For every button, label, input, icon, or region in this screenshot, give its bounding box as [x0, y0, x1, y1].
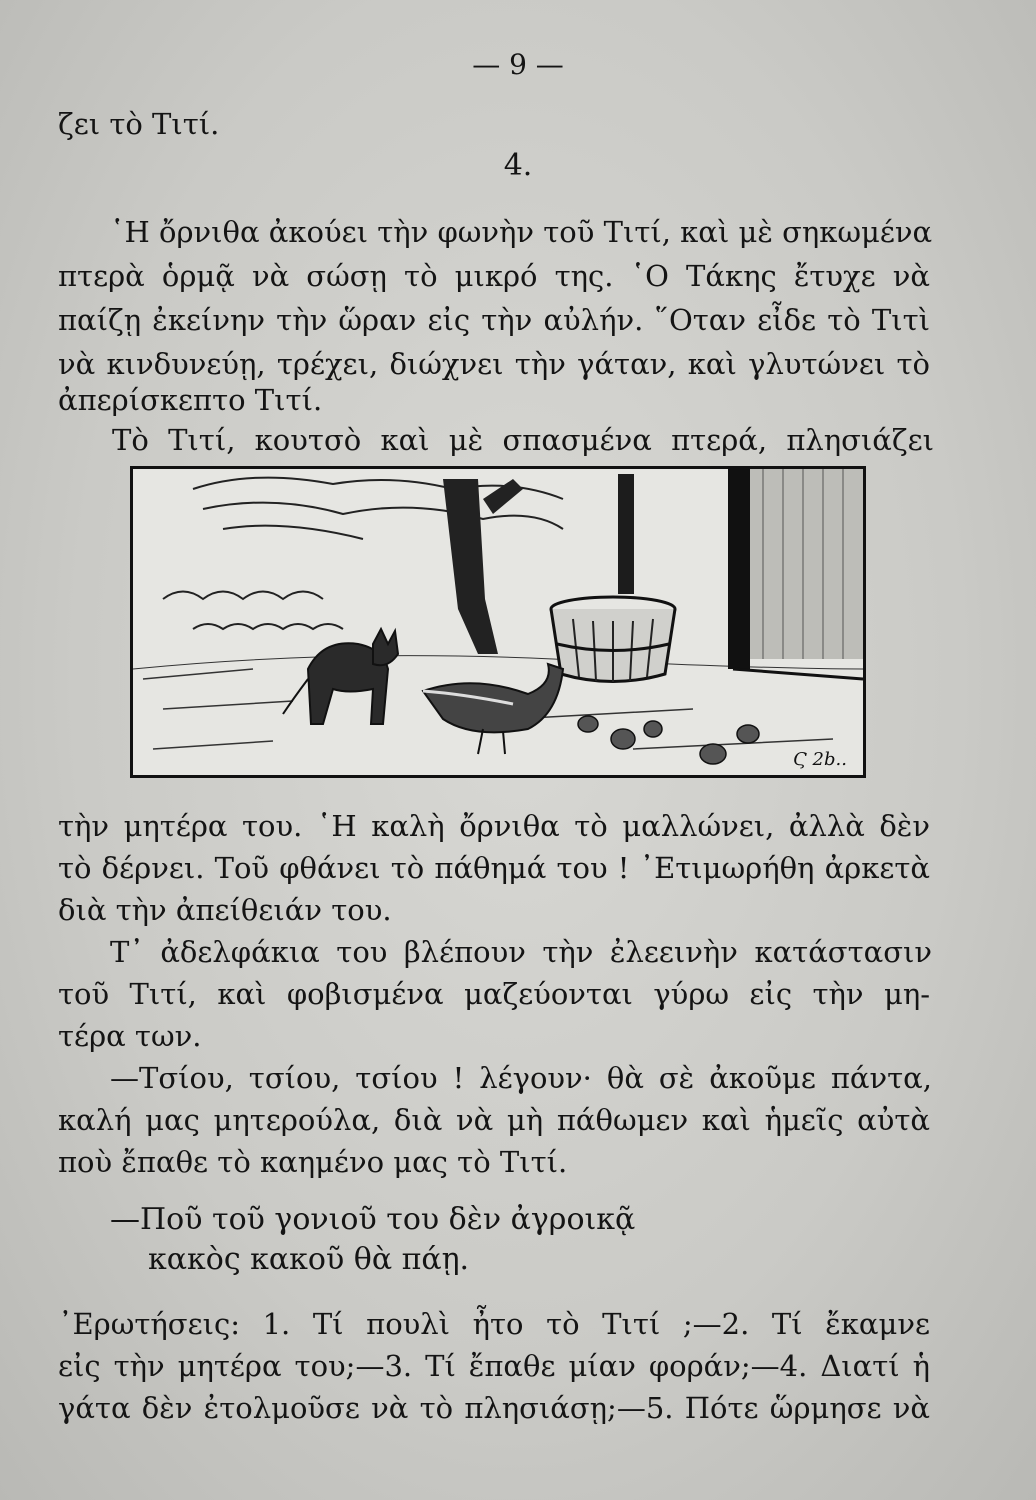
proverb-line: κακὸς κακοῦ θὰ πάῃ.	[148, 1242, 470, 1277]
text-line: ἀπερίσκεπτο Τιτί.	[58, 383, 323, 417]
text-line: τὴν μητέρα του. ῾Η καλὴ ὄρνιθα τὸ μαλλώνει, ἀλλὰ δὲν	[58, 809, 930, 843]
text-line: πτερὰ ὁρμᾷ νὰ σώσῃ τὸ μικρό της. ῾Ο Τάκης ἔτυχε νὰ	[58, 259, 930, 293]
proverb-line: —Ποῦ τοῦ γονιοῦ του δὲν ἀγροικᾷ	[110, 1202, 636, 1237]
text-line: ᾿Ερωτήσεις: 1. Τί πουλὶ ἦτο τὸ Τιτί ;—2. Τί ἔκαμνε	[58, 1307, 930, 1341]
text-line: Τ᾿ ἀδελφάκια του βλέπουν τὴν ἐλεεινὴν κατάστασιν	[110, 935, 932, 969]
section-number: 4.	[503, 148, 533, 183]
page-number: — 9 —	[472, 48, 564, 81]
text-line: εἰς τὴν μητέρα του;—3. Τί ἔπαθε μίαν φοράν;—4. Διατί ἡ	[58, 1349, 930, 1383]
text-line: καλή μας μητερούλα, διὰ νὰ μὴ πάθωμεν καὶ ἡμεῖς αὐτὰ	[58, 1103, 930, 1137]
illustration-signature: Ϛ 2b..	[793, 749, 847, 770]
text-line: διὰ τὴν ἀπείθειάν του.	[58, 893, 392, 927]
illustration-drawing	[133, 469, 863, 775]
text-line: τοῦ Τιτί, καὶ φοβισμένα μαζεύονται γύρω εἰς τὴν μη-	[58, 977, 930, 1011]
text-line: τὸ δέρνει. Τοῦ φθάνει τὸ πάθημά του ! ᾿Ετιμωρήθη ἀρκετὰ	[58, 851, 930, 885]
text-line: ποὺ ἔπαθε τὸ καημένο μας τὸ Τιτί.	[58, 1145, 568, 1179]
text-line: —Τσίου, τσίου, τσίου ! λέγουν· θὰ σὲ ἀκοῦμε πάντα,	[110, 1061, 932, 1095]
text-line: ζει τὸ Τιτί.	[58, 107, 220, 141]
text-line: νὰ κινδυνεύῃ, τρέχει, διώχνει τὴν γάταν, καὶ γλυτώνει τὸ	[58, 347, 930, 381]
text-line: γάτα δὲν ἐτολμοῦσε νὰ τὸ πλησιάσῃ;—5. Πότε ὥρμησε νὰ	[58, 1391, 930, 1425]
text-line: Τὸ Τιτί, κουτσὸ καὶ μὲ σπασμένα πτερά, πλησιάζει	[112, 423, 934, 457]
illustration	[130, 466, 866, 778]
text-line: τέρα των.	[58, 1019, 202, 1053]
text-line: ῾Η ὄρνιθα ἀκούει τὴν φωνὴν τοῦ Τιτί, καὶ μὲ σηκωμένα	[110, 215, 933, 249]
text-line: παίζῃ ἐκείνην τὴν ὥραν εἰς τὴν αὐλήν. ῞Οταν εἶδε τὸ Τιτὶ	[58, 303, 930, 337]
